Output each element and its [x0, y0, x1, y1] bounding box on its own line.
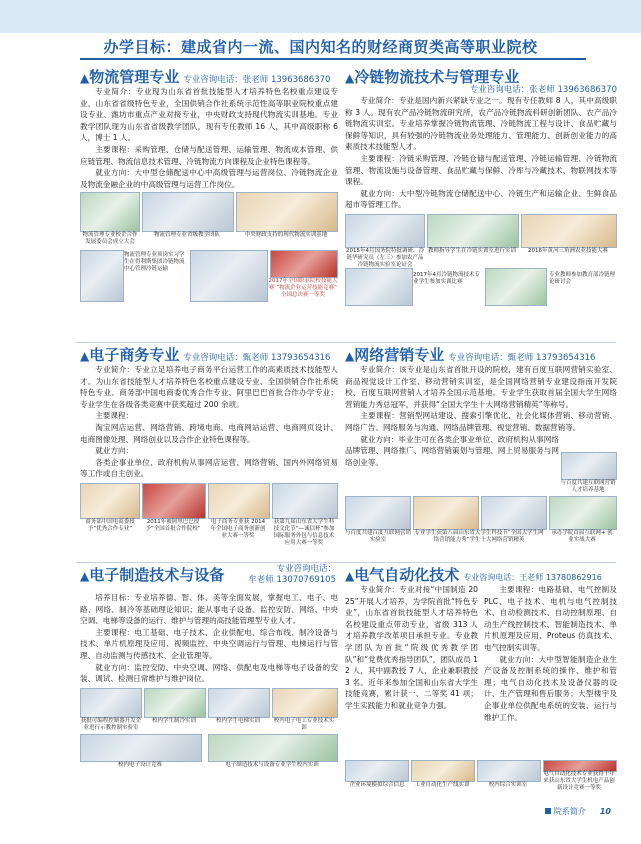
courses-text: 主要课程：营销型网站建设、搜索引擎优化、社会化媒体营销、移动营销、网络广告、网络服务与沟通、网络品牌管理、视觉营销、数据营销等。 [345, 411, 617, 432]
left-column [345, 584, 478, 723]
photo [561, 452, 617, 480]
photo-caption: 2015年4月国务院特批调研、冷链华研究员（左三）参加农产品冷链物流实验室论证会 [346, 247, 424, 268]
triangle-icon: ▲ [80, 71, 90, 85]
jobs-text: 就业方向：大中型智能制造企业生产设备及控制系统的操作、维护和管理；电气自动化技术及设备仪器的设计、生产管理和售后服务；大型楼宇及企事业单位供配电系统的安装、运行与维护工作。 [484, 654, 617, 722]
section-automation [345, 564, 617, 798]
photo-caption: 2017年4月冷链物流技术专业学生参加实训比赛 [413, 271, 480, 285]
page-footer [545, 806, 611, 817]
triangle-icon: ▲ [80, 569, 90, 583]
photo-caption: 与百度共建互联网营销人才培养基地 [560, 480, 616, 493]
photo-caption: 物流管理专业顶岗实习学生在得利斯集团冷链物流中心管理冷链运输 [124, 252, 185, 273]
section-title [80, 66, 338, 86]
photo [427, 214, 519, 248]
page-number: 10 [599, 807, 611, 816]
headline-rule [80, 58, 586, 60]
photo-caption: 物流管理专业校企合作发展委员会成立大会 [82, 232, 138, 246]
courses-text: 主要课程：电路基础、电气控制及 PLC、电子技术、电机与电气控制技术、自动检测技术、自动控制原理、自动生产线控制技术、智能制造技术、单片机原理及应用、Proteus 仿真技术、电气控制实训等。 [484, 585, 617, 652]
photo [190, 250, 268, 302]
footer-name: 院系简介 [553, 807, 586, 816]
photo-caption: 工业自动化生产线实训 [414, 782, 470, 788]
photo-grid [345, 496, 617, 558]
section-electronics [80, 564, 338, 798]
two-column-body [345, 584, 617, 723]
triangle-icon: ▲ [345, 349, 355, 363]
photo-grid [80, 688, 338, 774]
photo-caption: 教师指导学生在冷链实训室进行实训 [427, 247, 516, 254]
photo [208, 483, 270, 519]
photo [485, 268, 547, 306]
photo-caption: 校内电子设计竞赛 [117, 761, 162, 768]
photo-grid [345, 760, 617, 798]
photo [80, 192, 140, 232]
photo [477, 760, 541, 782]
photo-grid [80, 483, 338, 546]
section-name: 网络营销专业 [354, 346, 445, 364]
photo-grid [80, 192, 338, 308]
photo [236, 192, 338, 232]
photo-caption: 企业环境模拟综合信息 [349, 782, 405, 788]
photo-caption: 承办学院首届互联网+ 创业实战大赛 [551, 530, 613, 543]
photo-caption: 中央财政支持的现代物流实训基地 [244, 232, 328, 239]
section-title [345, 66, 617, 86]
hotline-label: 专业咨询电话： [276, 564, 336, 574]
photo [345, 268, 413, 306]
jobs-text: 各类企事业单位、政府机构从事网店运营、网络营销、国内外网络贸易等工作或自主创业。 [80, 457, 338, 479]
intro-text: 专业简介：专业是国内新兴紧缺专业之一。现有专任教师 8 人，其中高级职称 3 人。现有农产品冷链物流研究所，农产品冷链物流科研创新团队、农产品冷链物流实训室。专业培养掌握冷链物流管理、冷链物流工程与设计、食品贮藏与保鲜等知识，具有较强的冷链物流业务处理能力、管理能力、创新创业能力的高素质技术技能型人才。 [345, 96, 617, 152]
section-name: 电子商务专业 [89, 346, 180, 364]
page-headline: 办学目标：建成省内一流、国内知名的财经商贸类高等职业院校 [103, 38, 538, 56]
photo-caption: 2011年被阿里巴巴授予“全国首批合作院校” [145, 518, 201, 532]
photo-caption: 2017年全国职业院校技能大赛 “物流企业运营技能竞赛” 全国总决赛一等奖 [268, 278, 338, 299]
photo [80, 483, 140, 519]
section-title [345, 344, 617, 364]
jobs-text: 就业方向：监控安防、中央空调、网络、供配电及电梯等电子设备的安装、调试、检测日常维护与维护岗位。 [80, 662, 338, 684]
courses-text: 主要课程：电工基础、电子技术、企业供配电、综合布线、制冷设备与技术、单片机原理及应用、视频监控、中央空调运行与管理、电梯运行与管理、自动监测与传感技术、企业管理等。 [80, 627, 338, 660]
photo [208, 688, 270, 718]
photo-caption: 校内学生制冷实训 [151, 717, 196, 724]
hotline-block [248, 564, 336, 586]
photo [345, 496, 411, 530]
photo-caption: 2016年黄河三角洲农业技能大赛 [528, 247, 608, 254]
section-name: 物流管理专业 [89, 68, 180, 86]
triangle-icon: ▲ [80, 349, 90, 363]
hotline: 专业咨询电话：甄老师 13793654316 [183, 353, 331, 363]
photo-caption: 专业教师参加教育部冷链理论研讨会 [549, 271, 616, 285]
jobs-text: 就业方向：大中型冷链物流仓储配送中心、冷链生产和运输企业、生鲜食品超市等管理工作。 [345, 188, 617, 210]
photo [142, 192, 234, 232]
photo [144, 688, 206, 718]
photo-caption: 校内电子电工专业技术实训 [273, 717, 335, 731]
courses-text: 主要课程：冷链采购管理、冷链仓储与配送管理、冷链运输管理、冷链物流管理、物流设施与设备管理、食品贮藏与保鲜、冷库与冷藏技术、物联网技术等课程。 [345, 153, 617, 187]
photo-grid [345, 214, 617, 314]
photo-caption: 获批可编程控制器开发企业进行示教控制实验室 [80, 717, 142, 731]
photo [345, 760, 409, 782]
section-logistics [80, 66, 338, 340]
section-netmarketing [345, 344, 617, 560]
jobs-label: 就业方向： [95, 446, 134, 456]
photo-caption: 电气自动化技术专业获得十年来获山东省大学生机电产品创新设计竞赛一等奖 [543, 771, 615, 791]
photo [80, 734, 202, 762]
section-title [80, 344, 338, 364]
section-title [80, 564, 338, 592]
jobs-text: 就业方向：毕业生可在各类企事业单位、政府机构从事网络品牌管理、网络推广、网络营销策划与管理、网上贸易服务与网络创业等。 [345, 434, 559, 467]
photo [521, 214, 617, 248]
triangle-icon: ▲ [345, 569, 355, 583]
photo [272, 688, 338, 718]
photo-caption: 电子制造技术与设备专业学生校内实训 [225, 761, 319, 768]
jobs-text: 就业方向：大中型仓储配送中心中高级管理与运营岗位、冷链物流企业及物流金融企业的中高级管理与运营工作岗位。 [80, 168, 338, 189]
courses-label: 主要课程： [95, 411, 134, 421]
photo-caption: 物流管理专业省级教学团队 [153, 232, 220, 239]
intro-text: 培养目标：专业培养德、智、体、美等全面发展，掌握电工、电子、电路、网络、制冷等基础理论知识；能从事电子设备、监控安防、网络、中央空调、电梯等设备的运行、维护与管理的高技能管理型专业人才。 [80, 593, 338, 626]
courses-text: 主要课程：采购管理、仓储与配送管理、运输管理、物流成本管理、供应链管理、物流信息技术管理、冷链物流方向课程及企业特色课程等。 [80, 144, 338, 166]
photo [345, 214, 425, 248]
hotline-person: 牟老师 13070769105 [248, 575, 336, 585]
photo [413, 496, 479, 530]
photo-caption: 专业学生获第八届山东省大学生科技节“全国大学生网络营销能力秀”学生十大网络营销精英 [414, 530, 544, 543]
photo [270, 250, 338, 278]
photo-caption: 获第九届山东省大学生科技文化节“—诚信杯”参加国际服务外包与信息技术应用大赛一等奖 [273, 518, 335, 546]
photo-caption: 校内学生电梯实训 [215, 717, 260, 724]
intro-text: 专业简介：专业现为山东省首批技能型人才培养特色名校重点建设专业，山东省省级特色专业，全国供销合作社系统示范性高等职业院校重点建设专业、潍坊市重点产业对接专业，中央财政支持现代物流实训基地。专业教学团队现为山东省省级教学团队，现有专任教师 16 人，其中高级职称 6 人，博士 1 人。 [80, 87, 338, 143]
photo [272, 483, 338, 519]
photo [80, 688, 142, 718]
intro-text: 专业简介：该专业是山东省首批开设的院校，建有百度互联网营销实验室、商品视觉设计工作室、移动营销实训室，是全国网络营销专业建设指南开发院校、百度互联网营销人才培养全国示范基地。专业学生获取首届全国大学生网络营销能力秀总冠军，并获得“全国大学生十大网络营销精英”等称号。 [345, 365, 617, 409]
section-coldchain [345, 66, 617, 340]
section-title [345, 564, 617, 584]
hotline: 专业咨询电话：张老师 13963686370 [469, 85, 617, 95]
hotline: 专业咨询电话：张老师 13963686370 [183, 75, 331, 85]
section-name: 电子制造技术与设备 [89, 566, 225, 584]
courses-text: 淘宝网店运营、网络营销、跨境电商、电商网站运营、电商网页设计、电商图像处理、网络创业以及合作企业特色课程等。 [80, 422, 338, 444]
intro-text: 专业简介：专业立足培养电子商务平台运营工作的高素质技术技能型人才。为山东省技能型人才培养特色名校重点建设专业、全国供销合作社系统特色专业、商务部中国电商委优秀合作专业、阿里巴巴首批合作办学专业；专业学生在各级各类竞赛中获奖超过 200 余项。 [80, 365, 338, 409]
hotline: 专业咨询电话：甄老师 13793654316 [448, 353, 596, 363]
photo-caption: 与百度共建百度互联网营销实验室 [345, 530, 412, 543]
photo [80, 250, 124, 302]
photo [142, 483, 206, 519]
triangle-icon: ▲ [345, 71, 355, 85]
section-name: 冷链物流技术与管理专业 [354, 68, 520, 86]
section-divider [76, 342, 616, 343]
section-name: 电气自动化技术 [354, 566, 460, 584]
section-ecommerce [80, 344, 338, 560]
photo-caption: 电子商务专业获 2014 年全国电子商务创新创业大赛一等奖 [210, 518, 266, 539]
photo [411, 760, 475, 782]
photo [208, 734, 338, 762]
photo-caption: 商务部中国电商委授予“优秀合作专业” [85, 518, 135, 532]
section-divider [76, 562, 616, 563]
photo [481, 496, 547, 530]
photo-caption: 校内综合实训室 [488, 782, 528, 788]
top-band [0, 0, 641, 33]
hotline: 专业咨询电话：王老师 13780862916 [463, 573, 602, 582]
intro-text: 专业简介：专业对接“中国制造 2025”开展人才培养，为学院首批“特色专业”，山东省首批技能型人才培养特色名校建设重点带动专业，省级 313 人才培养教学改革项目承担专业。专业教学团队为首批“院级优秀教学团队”和“党费优秀指导团队”，团队成员 12 人，其中副教授 7 人，企业兼职教授 3 名。近年来参加全国和山东省大学生技能竞赛，累计获一、二等奖 41 项；学生实践能力和就业竞争力强。 [345, 585, 478, 710]
photo [549, 496, 617, 530]
right-column [484, 584, 617, 723]
square-icon [545, 808, 551, 814]
